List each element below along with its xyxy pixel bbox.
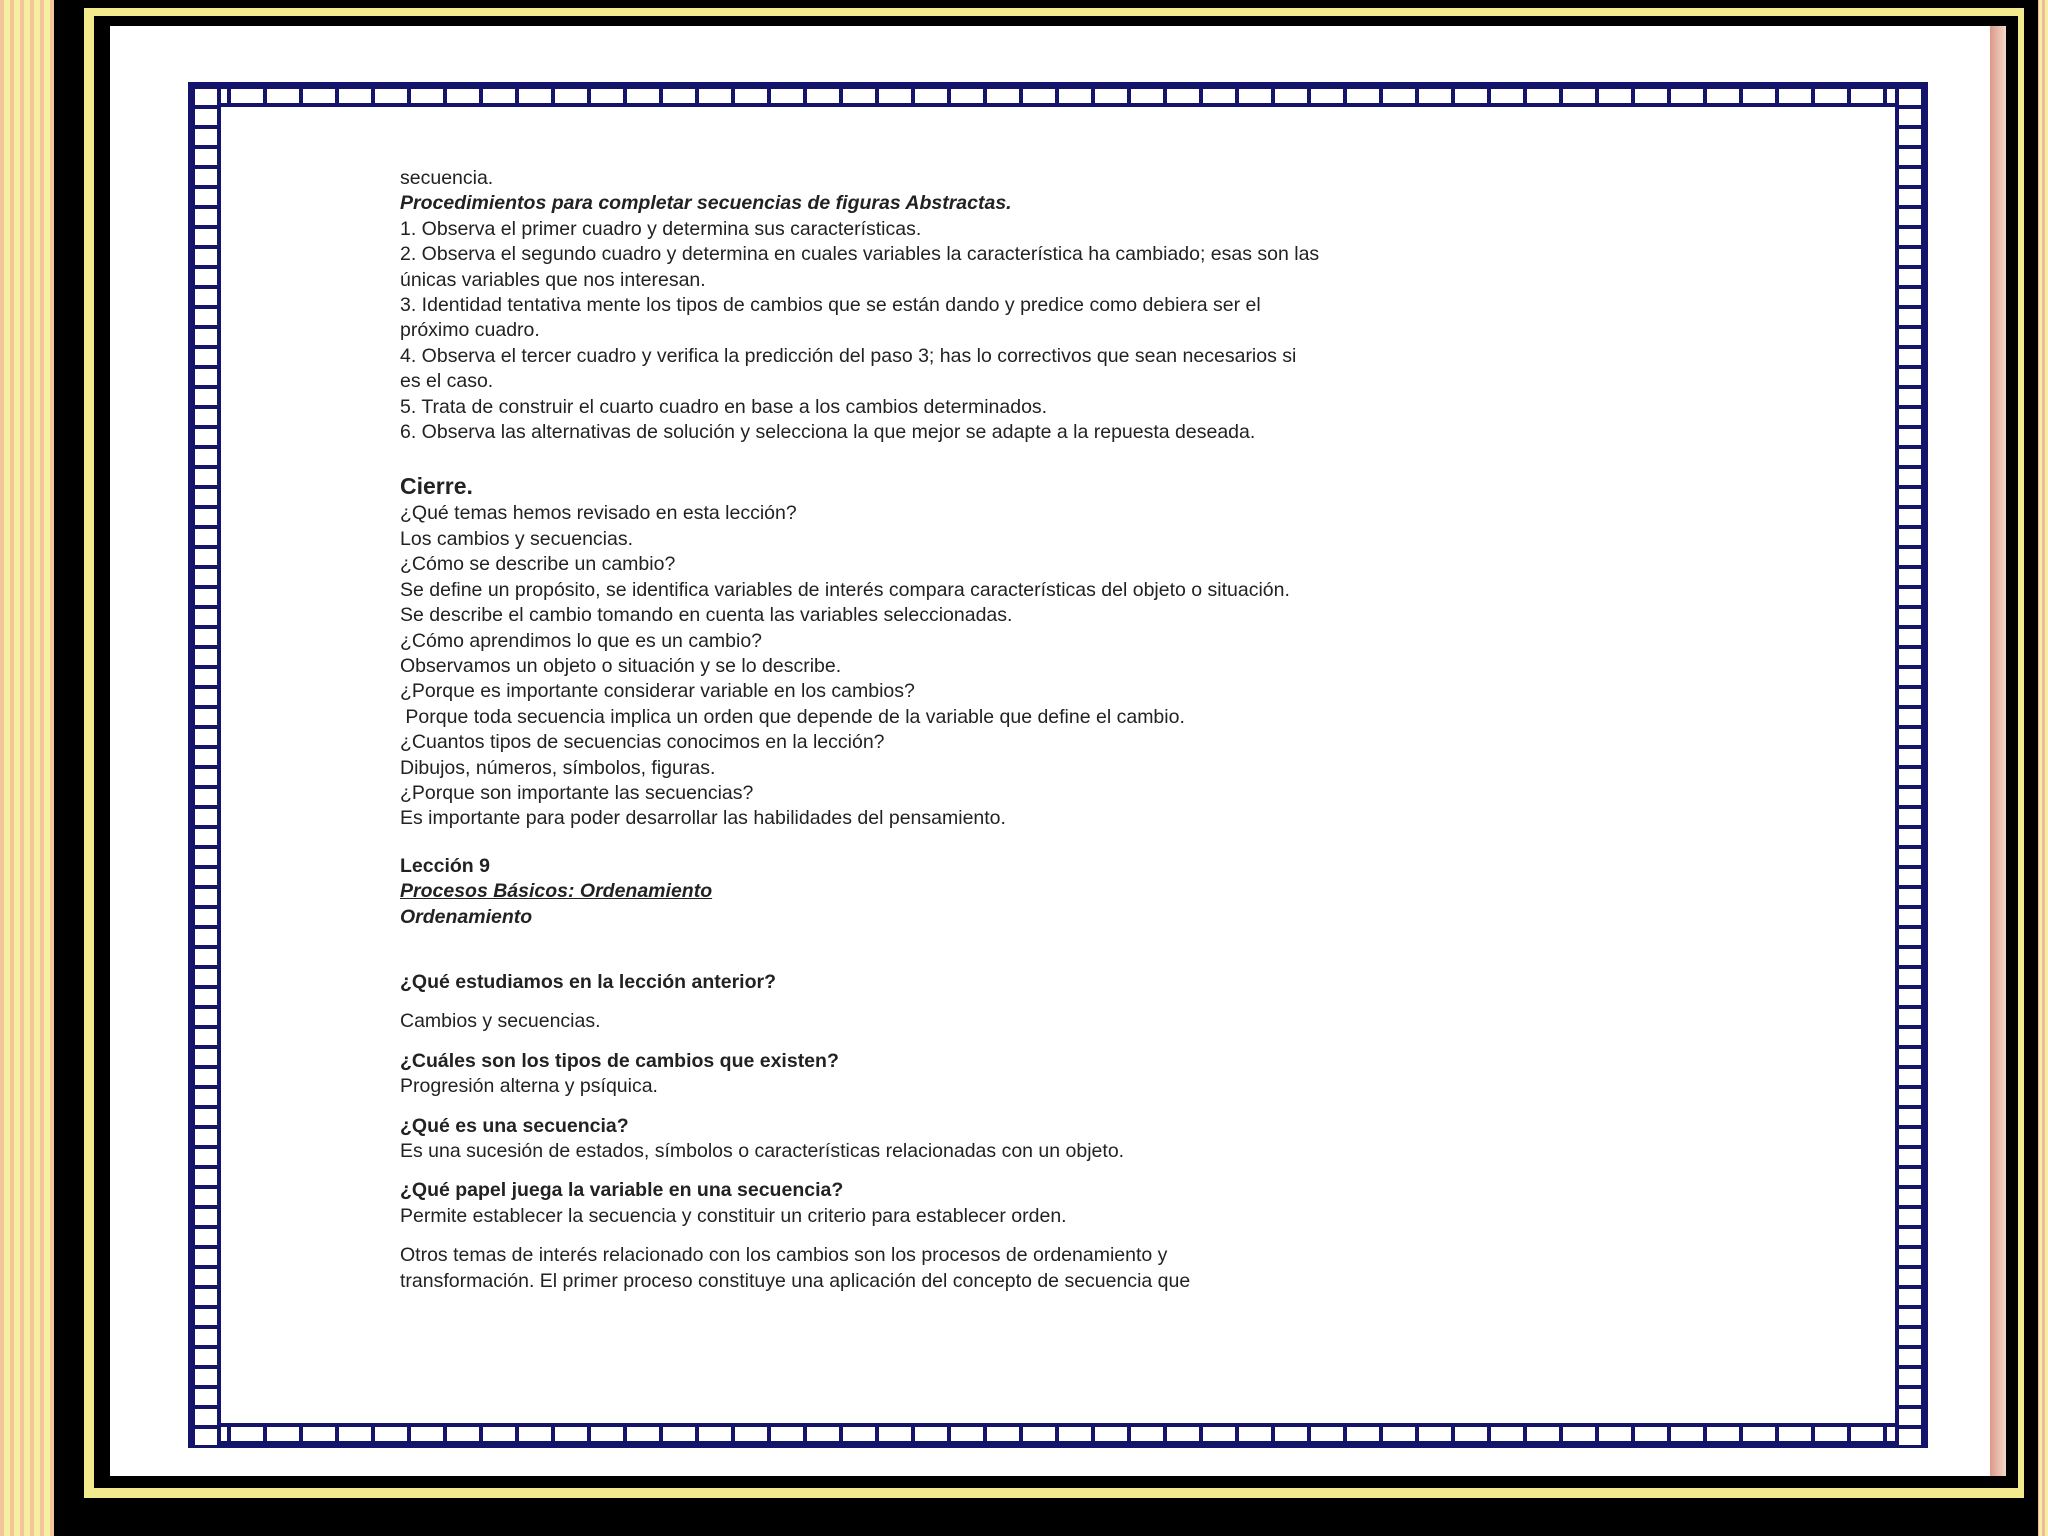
answer-2: Progresión alterna y psíquica.	[400, 1075, 658, 1098]
border-right	[1895, 85, 1925, 1445]
black-inner-frame	[94, 16, 2018, 1488]
paragraph-line: transformación. El primer proceso constituye una aplicación del concepto de secuencia que	[400, 1269, 1191, 1292]
answer-1: Cambios y secuencias.	[400, 1010, 601, 1033]
page-content	[400, 166, 1840, 1294]
cierre-line: ¿Porque es importante considerar variable en los cambios?	[400, 680, 915, 703]
question-1: ¿Qué estudiamos en la lección anterior?	[400, 970, 777, 993]
document-page	[110, 26, 1990, 1476]
step-4-cont: es el caso.	[400, 370, 494, 393]
cierre-line: Los cambios y secuencias.	[400, 527, 634, 550]
step-2-cont: únicas variables que nos interesan.	[400, 268, 706, 291]
cierre-line: Dibujos, números, símbolos, figuras.	[400, 756, 716, 779]
step-2: 2. Observa el segundo cuadro y determina en cuales variables la característica ha cambiado; esas son las	[400, 243, 1320, 266]
cierre-line: Observamos un objeto o situación y se lo describe.	[400, 654, 842, 677]
step-3: 3. Identidad tentativa mente los tipos de cambios que se están dando y predice como debiera ser el	[400, 294, 1261, 317]
procedures-heading: Procedimientos para completar secuencias de figuras Abstractas.	[400, 192, 1012, 215]
border-left	[191, 85, 221, 1445]
answer-3: Es una sucesión de estados, símbolos o características relacionadas con un objeto.	[400, 1140, 1125, 1162]
step-1: 1. Observa el primer cuadro y determina sus características.	[400, 217, 922, 240]
cierre-line: ¿Cuantos tipos de secuencias conocimos en la lección?	[400, 731, 885, 754]
page-shadow	[1990, 26, 2006, 1476]
text-line: secuencia.	[400, 167, 494, 189]
step-6: 6. Observa las alternativas de solución y selecciona la que mejor se adapte a la repuesta deseada.	[400, 421, 1256, 444]
yellow-frame-band	[84, 8, 2024, 1498]
question-3: ¿Qué es una secuencia?	[400, 1114, 629, 1137]
step-5: 5. Trata de construir el cuarto cuadro en base a los cambios determinados.	[400, 395, 1048, 418]
cierre-line: ¿Cómo se describe un cambio?	[400, 553, 676, 576]
question-2: ¿Cuáles son los tipos de cambios que existen?	[400, 1049, 839, 1072]
lesson-title: Lección 9	[400, 854, 490, 877]
cierre-line: ¿Porque son importante las secuencias?	[400, 781, 754, 804]
question-4: ¿Qué papel juega la variable en una secuencia?	[400, 1179, 844, 1202]
cierre-line: Se define un propósito, se identifica variables de interés compara características del objeto o situación.	[400, 578, 1290, 601]
border-bottom	[191, 1423, 1925, 1445]
slide-frame	[54, 0, 2038, 1536]
step-3-cont: próximo cuadro.	[400, 319, 540, 342]
lesson-topic: Ordenamiento	[400, 905, 533, 928]
left-striped-margin	[0, 0, 54, 1536]
cierre-line: ¿Qué temas hemos revisado en esta lección?	[400, 502, 797, 525]
answer-4: Permite establecer la secuencia y constituir un criterio para establecer orden.	[400, 1204, 1067, 1227]
paragraph-line: Otros temas de interés relacionado con los cambios son los procesos de ordenamiento y	[400, 1244, 1168, 1267]
lesson-subtitle: Procesos Básicos: Ordenamiento	[400, 880, 713, 903]
cierre-line: Porque toda secuencia implica un orden que depende de la variable que define el cambio.	[400, 705, 1185, 728]
cierre-line: ¿Cómo aprendimos lo que es un cambio?	[400, 629, 763, 652]
cierre-line: Es importante para poder desarrollar las habilidades del pensamiento.	[400, 807, 1006, 830]
cierre-heading: Cierre.	[400, 473, 473, 500]
step-4: 4. Observa el tercer cuadro y verifica la predicción del paso 3; has lo correctivos que sean necesarios si	[400, 344, 1297, 367]
border-top	[191, 85, 1925, 107]
cierre-line: Se describe el cambio tomando en cuenta las variables seleccionadas.	[400, 604, 1013, 627]
